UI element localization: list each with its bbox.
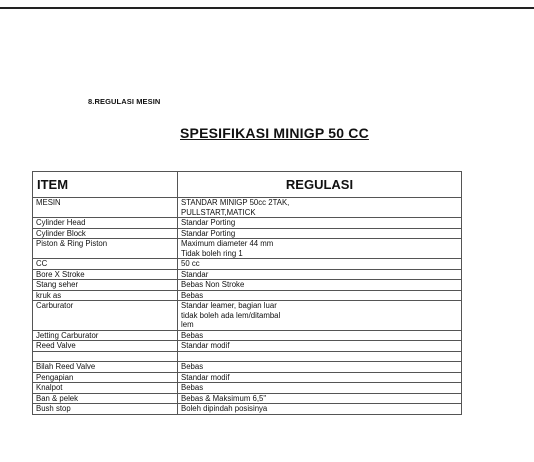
regulation-cell: [178, 362, 462, 373]
table-row: [33, 280, 462, 291]
regulation-line: Bebas: [181, 362, 204, 371]
item-cell: Cylinder Head: [33, 218, 178, 229]
regulation-line: Bebas & Maksimum 6,5": [181, 393, 267, 403]
table-row: [33, 198, 462, 218]
table-row: [33, 351, 462, 362]
item-cell: Pengapian: [33, 372, 178, 383]
table-row: [33, 362, 462, 373]
item-cell: kruk as: [33, 290, 178, 301]
table-row: [33, 341, 462, 352]
regulation-cell: [178, 393, 462, 404]
item-cell: Carburator: [33, 301, 178, 331]
regulation-table: [32, 171, 462, 415]
table-row: [33, 239, 462, 259]
regulation-line: tidak boleh ada lem/ditambal: [181, 310, 281, 320]
regulation-cell: [178, 372, 462, 383]
table-row: [33, 269, 462, 280]
table-row: [33, 259, 462, 270]
regulation-line: Standar modif: [181, 341, 230, 350]
item-cell: Knalpot: [33, 383, 178, 394]
section-heading: 8.REGULASI MESIN: [88, 97, 161, 106]
regulation-line: Standar Porting: [181, 228, 236, 238]
item-cell: Bilah Reed Valve: [33, 362, 178, 373]
item-cell: Cylinder Block: [33, 228, 178, 239]
regulation-cell: [178, 404, 462, 415]
item-cell: Bush stop: [33, 404, 178, 415]
regulation-cell: [178, 330, 462, 341]
top-border-line: [0, 0, 534, 9]
regulation-line: Standar modif: [181, 372, 230, 382]
regulation-line: [181, 352, 458, 362]
regulation-line: PULLSTART,MATICK: [181, 207, 256, 217]
table-row: [33, 330, 462, 341]
regulation-line: Tidak boleh ring 1: [181, 248, 243, 258]
regulation-cell: [178, 301, 462, 331]
page-bottom-fade: [0, 448, 534, 462]
regulation-line: Bebas Non Stroke: [181, 280, 245, 289]
regulation-cell: [178, 228, 462, 239]
regulation-line: lem: [181, 320, 194, 329]
table-row: [33, 218, 462, 229]
regulation-cell: [178, 239, 462, 259]
item-cell: MESIN: [33, 198, 178, 218]
table-row: [33, 372, 462, 383]
document-title: SPESIFIKASI MINIGP 50 CC: [180, 125, 369, 141]
table-row: [33, 383, 462, 394]
item-cell: [33, 351, 178, 362]
table-header-row: [33, 172, 462, 198]
item-cell: Piston & Ring Piston: [33, 239, 178, 259]
item-cell: Jetting Carburator: [33, 330, 178, 341]
regulation-line: Standar Porting: [181, 218, 236, 227]
regulation-cell: [178, 341, 462, 352]
table-row: [33, 393, 462, 404]
table-row: [33, 290, 462, 301]
column-header-item: ITEM: [33, 172, 178, 198]
regulation-line: Boleh dipindah posisinya: [181, 404, 268, 413]
item-cell: Reed Valve: [33, 341, 178, 352]
regulation-cell: [178, 218, 462, 229]
regulation-line: Standar: [181, 269, 209, 279]
regulation-line: Bebas: [181, 290, 204, 300]
table-row: [33, 301, 462, 331]
regulation-cell: [178, 259, 462, 270]
regulation-cell: [178, 351, 462, 362]
item-cell: Ban & pelek: [33, 393, 178, 404]
regulation-line: Maximum diameter 44 mm: [181, 239, 274, 248]
item-cell: CC: [33, 259, 178, 270]
column-header-regulation: REGULASI: [178, 172, 462, 198]
table-row: [33, 228, 462, 239]
regulation-cell: [178, 198, 462, 218]
regulation-line: Bebas: [181, 330, 204, 340]
regulation-cell: [178, 280, 462, 291]
regulation-line: 50 cc: [181, 259, 200, 268]
regulation-line: Bebas: [181, 383, 204, 392]
item-cell: Stang seher: [33, 280, 178, 291]
regulation-line: Standar leamer, bagian luar: [181, 301, 277, 310]
table-body: [33, 198, 462, 415]
regulation-cell: [178, 290, 462, 301]
regulation-cell: [178, 269, 462, 280]
regulation-cell: [178, 383, 462, 394]
regulation-line: STANDAR MINIGP 50cc 2TAK,: [181, 198, 290, 207]
item-cell: Bore X Stroke: [33, 269, 178, 280]
table-row: [33, 404, 462, 415]
